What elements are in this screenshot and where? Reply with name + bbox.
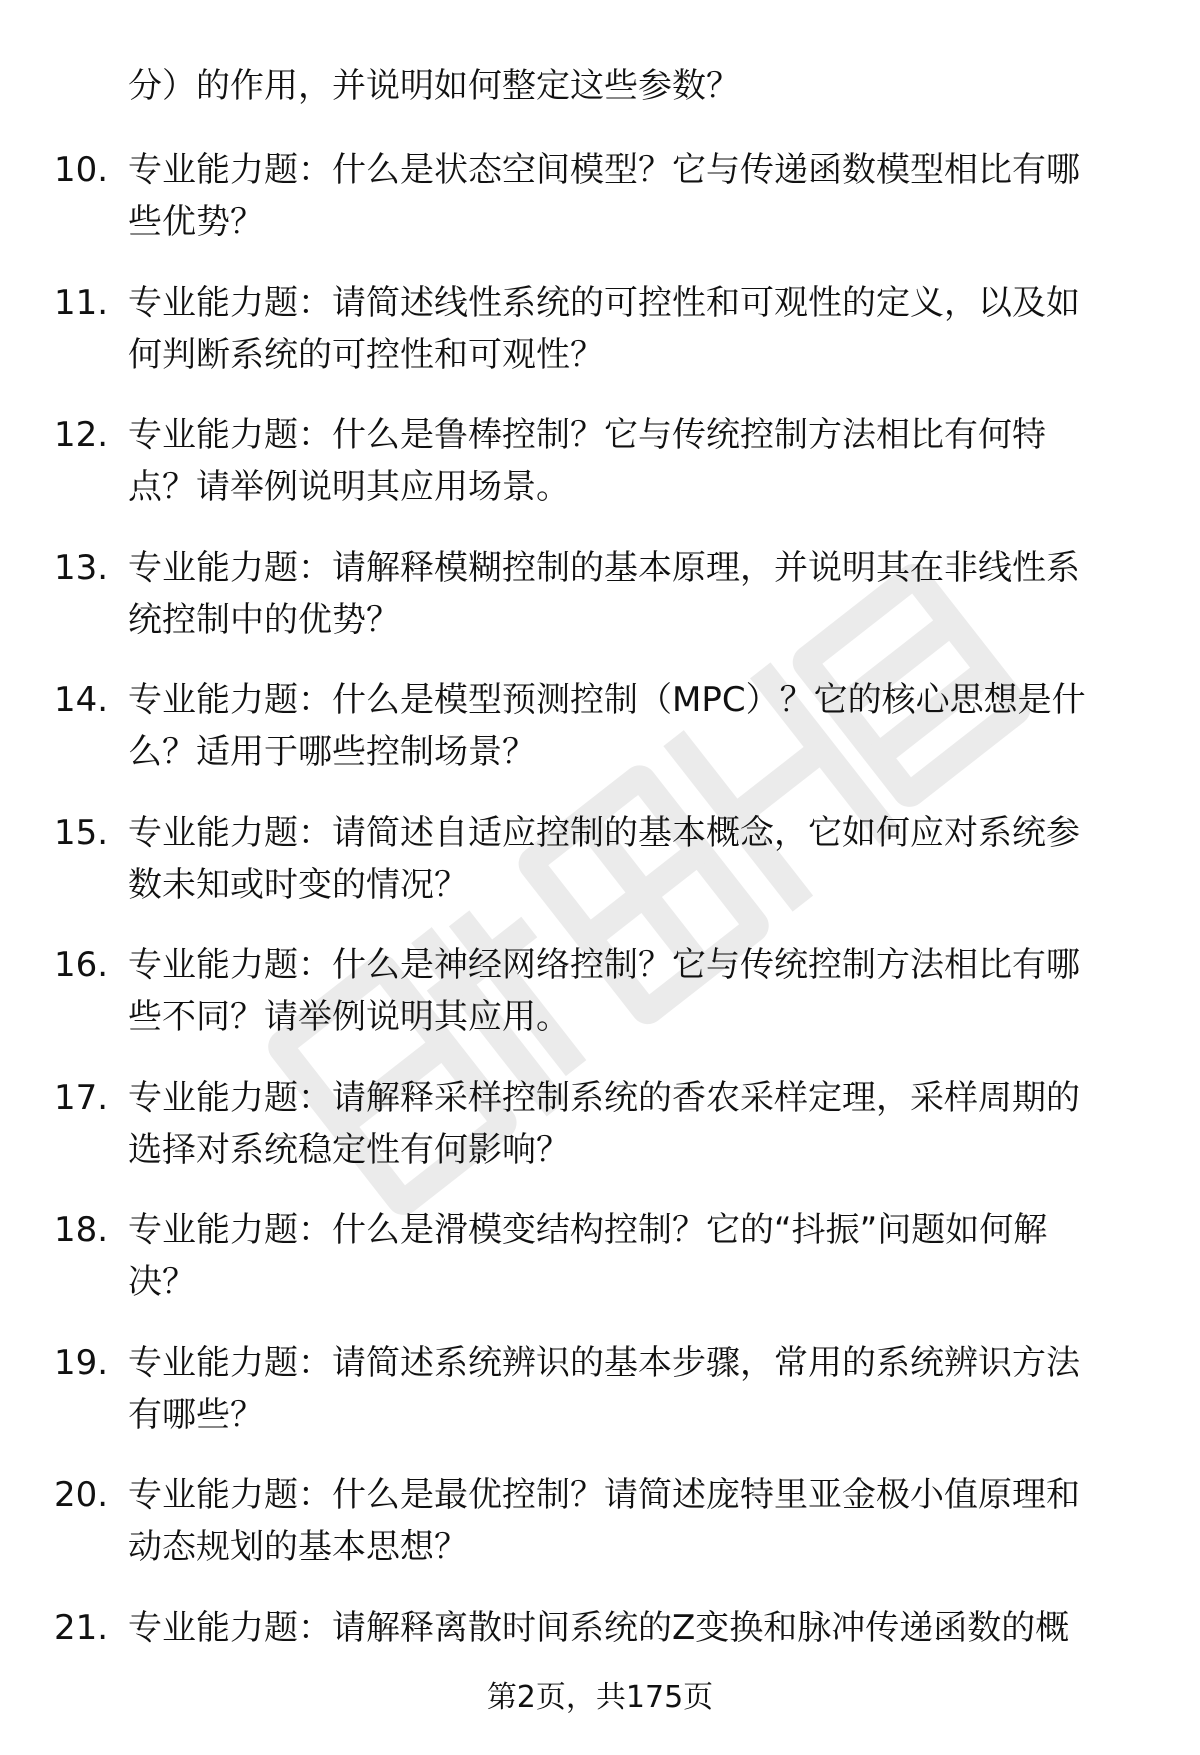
question-line: 些不同？请举例说明其应用。 <box>128 997 570 1037</box>
page-footer: 第2页，共175页 <box>486 1680 714 1715</box>
question-line: 专业能力题：请解释采样控制系统的香农采样定理，采样周期的 <box>128 1077 1080 1118</box>
question-item <box>0 674 1200 807</box>
question-text <box>128 1072 1148 1176</box>
question-line: 动态规划的基本思想？ <box>128 1527 468 1567</box>
question-item <box>0 1072 1200 1205</box>
question-text <box>128 807 1148 911</box>
continuation-text: 分）的作用，并说明如何整定这些参数？ <box>128 66 740 106</box>
question-text <box>128 674 1148 778</box>
question-item <box>0 409 1200 542</box>
question-item <box>0 542 1200 675</box>
question-text <box>128 542 1148 646</box>
question-number: 13. <box>54 547 109 588</box>
question-line: 些优势？ <box>128 202 264 242</box>
question-text <box>128 277 1148 381</box>
question-item <box>0 807 1200 940</box>
question-line: 专业能力题：什么是模型预测控制（MPC）？它的核心思想是什 <box>128 680 1086 720</box>
question-line: 专业能力题：什么是状态空间模型？它与传递函数模型相比有哪 <box>128 150 1080 190</box>
question-item <box>0 1469 1200 1602</box>
question-number: 14. <box>54 680 109 720</box>
question-line: 么？适用于哪些控制场景？ <box>128 732 536 772</box>
question-line: 专业能力题：请简述系统辨识的基本步骤，常用的系统辨识方法 <box>128 1342 1080 1383</box>
question-line: 统控制中的优势？ <box>128 599 400 640</box>
question-line: 有哪些？ <box>128 1394 264 1435</box>
question-number: 10. <box>54 150 109 190</box>
question-line: 专业能力题：请解释离散时间系统的Z变换和脉冲传递函数的概 <box>128 1607 1070 1648</box>
question-text <box>128 409 1148 513</box>
question-line: 何判断系统的可控性和可观性？ <box>128 334 604 375</box>
question-line: 专业能力题：什么是神经网络控制？它与传统控制方法相比有哪 <box>128 945 1080 985</box>
question-line: 专业能力题：请解释模糊控制的基本原理，并说明其在非线性系 <box>128 547 1080 588</box>
question-text <box>128 144 1148 248</box>
question-list <box>0 144 1200 1734</box>
question-text <box>128 1469 1148 1573</box>
question-text <box>128 1602 1148 1654</box>
question-line: 选择对系统稳定性有何影响？ <box>128 1129 570 1170</box>
question-line: 专业能力题：什么是最优控制？请简述庞特里亚金极小值原理和 <box>128 1475 1080 1515</box>
question-text <box>128 1204 1148 1308</box>
question-item <box>0 939 1200 1072</box>
question-number: 17. <box>54 1077 109 1118</box>
question-item <box>0 1204 1200 1337</box>
question-line: 专业能力题：什么是鲁棒控制？它与传统控制方法相比有何特 <box>128 415 1046 455</box>
question-item <box>0 144 1200 277</box>
question-text <box>128 1337 1148 1441</box>
question-line: 点？请举例说明其应用场景。 <box>128 467 570 507</box>
question-number: 21. <box>54 1607 109 1648</box>
question-number: 15. <box>54 812 109 853</box>
question-number: 19. <box>54 1342 109 1383</box>
question-line: 决？ <box>128 1262 196 1302</box>
question-item <box>0 277 1200 410</box>
question-line: 专业能力题：请简述自适应控制的基本概念，它如何应对系统参 <box>128 812 1080 853</box>
question-line: 数未知或时变的情况？ <box>128 864 468 905</box>
question-number: 18. <box>54 1210 109 1250</box>
question-number: 16. <box>54 945 109 985</box>
question-number: 20. <box>54 1475 109 1515</box>
question-line: 专业能力题：请简述线性系统的可控性和可观性的定义，以及如 <box>128 282 1080 323</box>
question-item <box>0 1337 1200 1470</box>
question-text <box>128 939 1148 1043</box>
question-number: 11. <box>54 282 109 323</box>
question-line: 专业能力题：什么是滑模变结构控制？它的“抖振”问题如何解 <box>128 1210 1048 1250</box>
question-number: 12. <box>54 415 109 455</box>
